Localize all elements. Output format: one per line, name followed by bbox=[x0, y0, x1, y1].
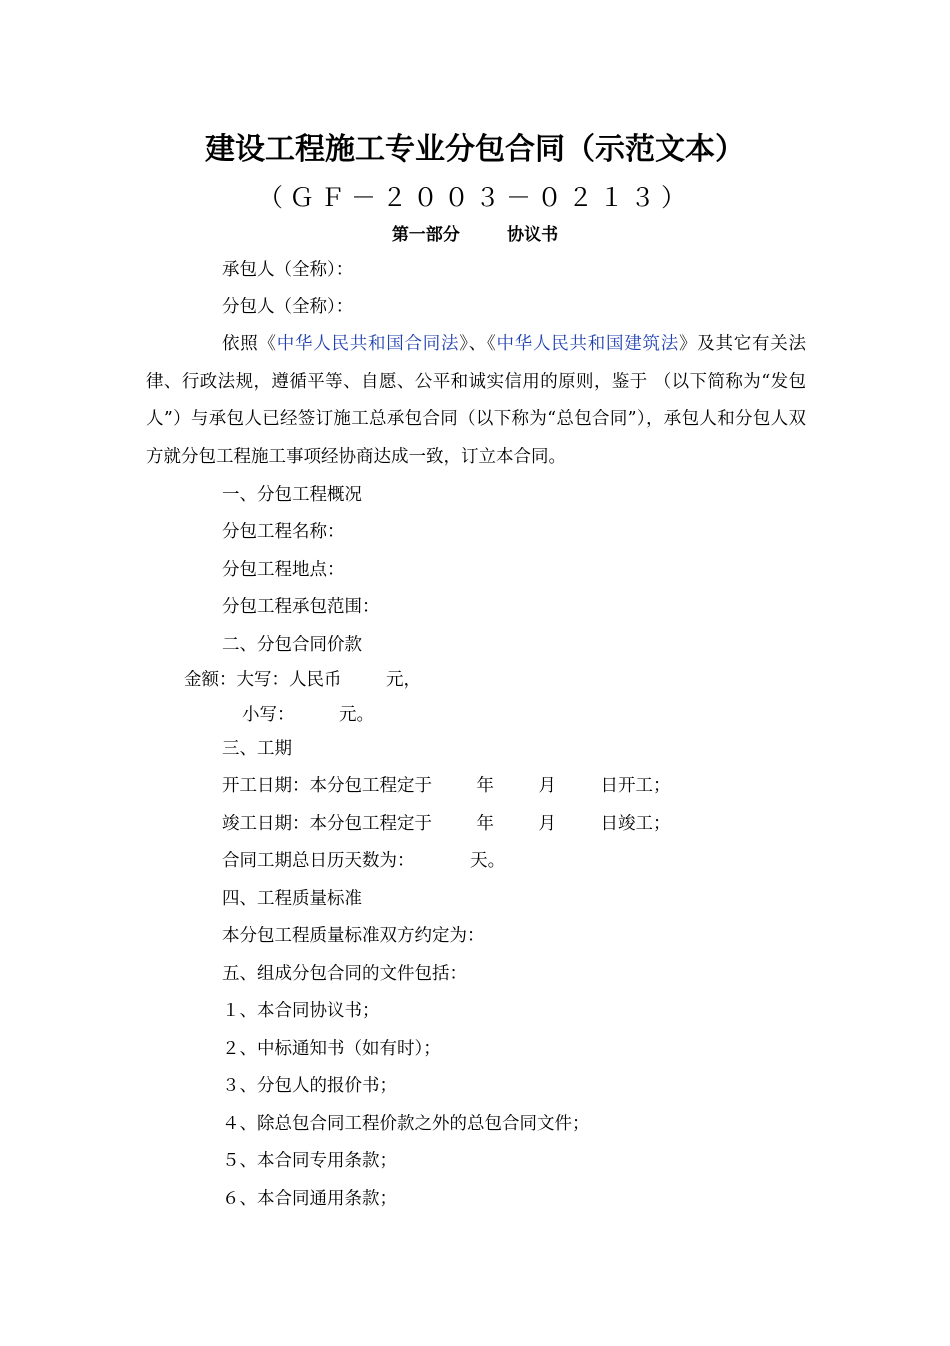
document-list-item: １、本合同协议书； bbox=[222, 1001, 380, 1021]
amount-upper-line: 金额：大写：人民币 元， bbox=[184, 670, 422, 690]
document-list-item: ２、中标通知书（如有时）； bbox=[222, 1039, 441, 1059]
total-days-line: 合同工期总日历天数为： 天。 bbox=[222, 851, 506, 871]
section-1-heading: 一、分包工程概况 bbox=[222, 485, 362, 505]
document-title: 建设工程施工专业分包合同（示范文本） bbox=[205, 132, 745, 167]
contractor-line: 承包人（全称）： bbox=[222, 260, 354, 280]
document-list-item: ４、除总包合同工程价款之外的总包合同文件； bbox=[222, 1114, 590, 1134]
section-2-heading: 二、分包合同价款 bbox=[222, 635, 362, 655]
document-code: （ＧＦ－２００３－０２１３） bbox=[257, 183, 692, 212]
project-name-line: 分包工程名称： bbox=[222, 522, 345, 542]
project-scope-line: 分包工程承包范围： bbox=[222, 597, 380, 617]
amount-lower-line: 小写： 元。 bbox=[242, 705, 375, 725]
project-location-line: 分包工程地点： bbox=[222, 560, 345, 580]
intro-pre: 依照《 bbox=[222, 334, 277, 354]
section-4-heading: 四、工程质量标准 bbox=[222, 889, 362, 909]
contract-law-link[interactable]: 中华人民共和国合同法 bbox=[276, 334, 460, 354]
quality-standard-line: 本分包工程质量标准双方约定为： bbox=[222, 926, 485, 946]
intro-paragraph bbox=[146, 326, 806, 476]
section-3-heading: 三、工期 bbox=[222, 739, 292, 759]
document-list-item: ６、本合同通用条款； bbox=[222, 1189, 397, 1209]
document-list-item: ５、本合同专用条款； bbox=[222, 1151, 397, 1171]
construction-law-link[interactable]: 中华人民共和国建筑法 bbox=[496, 334, 679, 354]
subcontractor-line: 分包人（全称）： bbox=[222, 297, 354, 317]
part-heading: 第一部分 协议书 bbox=[391, 225, 559, 245]
document-list-item: ３、分包人的报价书； bbox=[222, 1076, 397, 1096]
intro-post: 》及其它有关法律、行政法规，遵循平等、自愿、公平和诚实信用的原则，鉴于 （以下简称为“发包人”）与承包人已经签订施工总承包合同（以下称为“总包合同”），承包人和分包人双方就分包工程施工事项经协商达成一致，订立本合同。 bbox=[146, 334, 806, 467]
section-5-heading: 五、组成分包合同的文件包括： bbox=[222, 964, 467, 984]
intro-mid: 》、《 bbox=[459, 334, 497, 354]
start-date-line: 开工日期：本分包工程定于 年 月 日开工； bbox=[222, 776, 671, 796]
end-date-line: 竣工日期：本分包工程定于 年 月 日竣工； bbox=[222, 814, 671, 834]
